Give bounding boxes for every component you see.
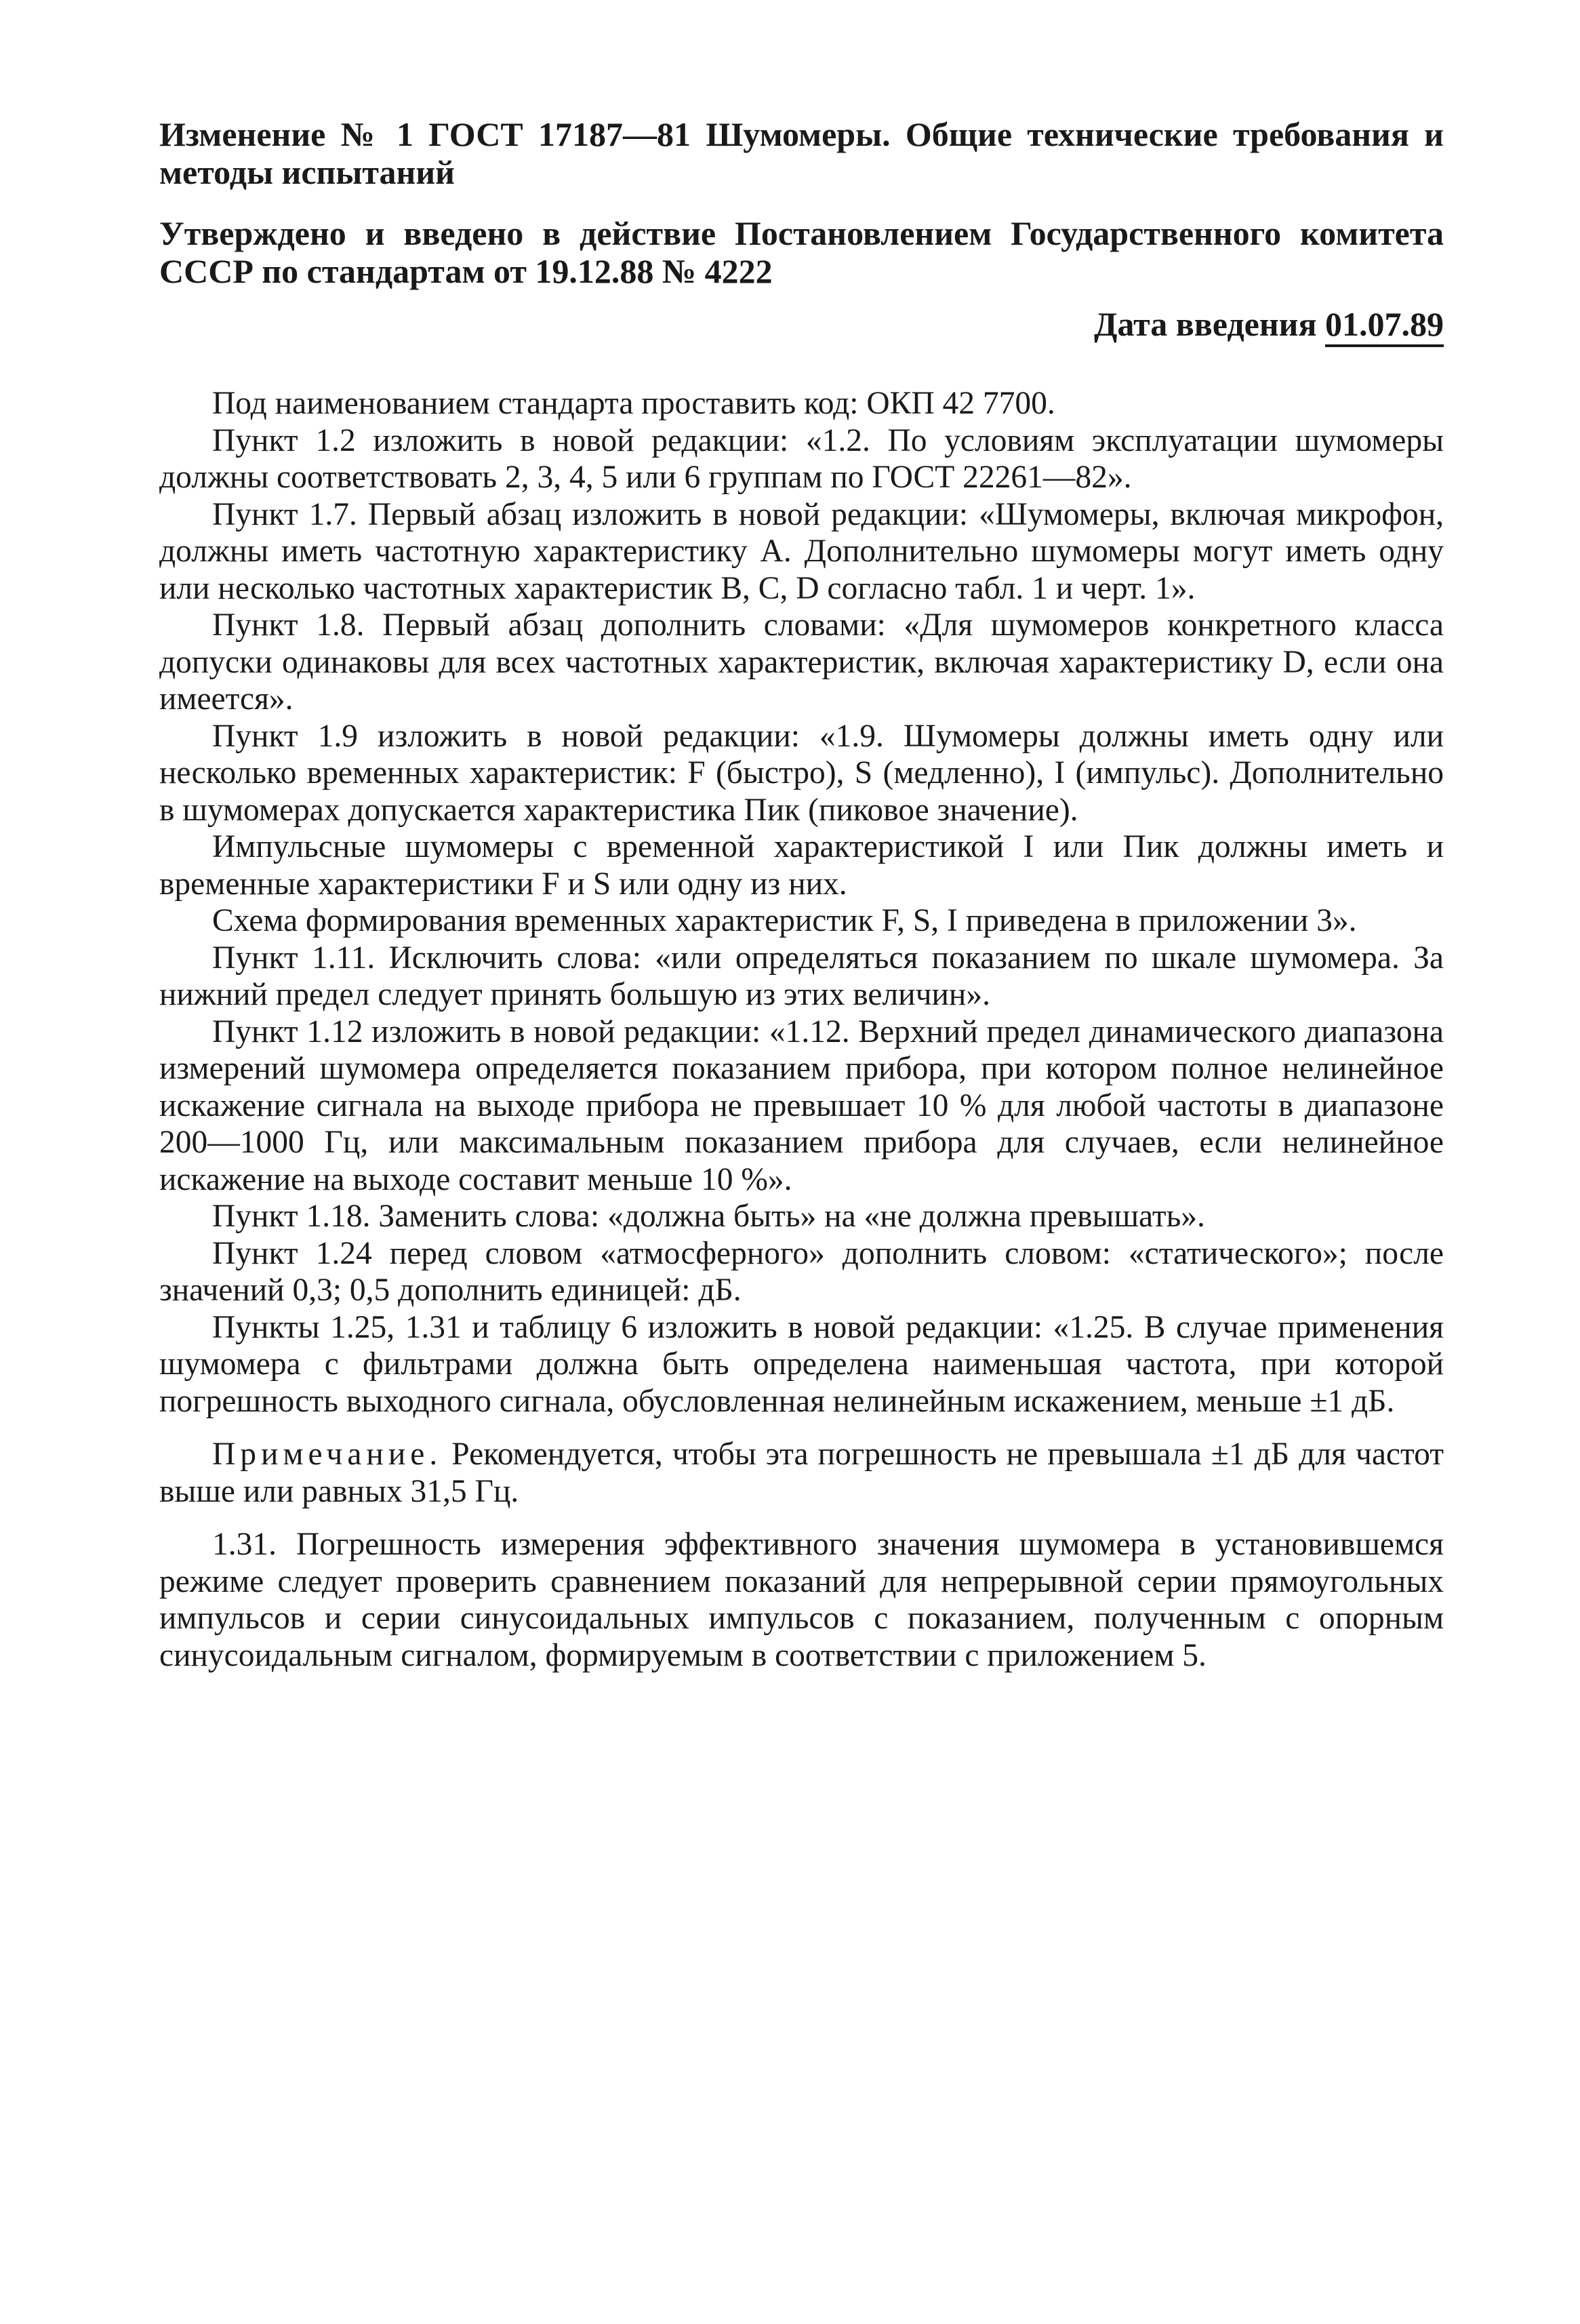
- paragraph-items-1-25-1-31: Пункты 1.25, 1.31 и таблицу 6 изложить в новой редакции: «1.25. В случае применения шумомера с фильтрами должна быть определена наименьшая частота, при которой погрешность выходного сигнала, обусловленная нелинейным искажением, меньше ±1 дБ.: [159, 1309, 1444, 1419]
- paragraph-okp-code: Под наименованием стандарта проставить код: ОКП 42 7700.: [212, 386, 1055, 421]
- paragraph-time-scheme: Схема формирования временных характеристик F, S, I приведена в приложении 3».: [212, 903, 1357, 938]
- paragraph-item-1-24: Пункт 1.24 перед словом «атмосферного» дополнить словом: «статического»; после значений 0,3; 0,5 дополнить единицей: дБ.: [159, 1235, 1444, 1308]
- paragraph-item-1-2: Пункт 1.2 изложить в новой редакции: «1.2. По условиям эксплуатации шумомеры должны соответствовать 2, 3, 4, 5 или 6 группам по ГОСТ 22261—82».: [159, 422, 1444, 495]
- paragraph-item-1-7: Пункт 1.7. Первый абзац изложить в новой редакции: «Шумомеры, включая микрофон, должны иметь частотную характеристику А. Дополнительно шумомеры могут иметь одну или несколько частотных характеристик В, С, D согласно табл. 1 и черт. 1».: [159, 496, 1444, 606]
- document-page: [159, 115, 1444, 1674]
- paragraph-item-1-8: Пункт 1.8. Первый абзац дополнить словами: «Для шумомеров конкретного класса допуски одинаковы для всех частотных характеристик, включая характеристику D, если она имеется».: [159, 607, 1444, 717]
- note-label: Примечание.: [212, 1437, 443, 1472]
- paragraph-item-1-31: 1.31. Погрешность измерения эффективного значения шумомера в установившемся режиме следует проверить сравнением показаний для непрерывной серии прямоугольных импульсов и серии синусоидальных импульсов с показанием, полученным с опорным синусоидальным сигналом, формируемым в соответствии с приложением 5.: [159, 1527, 1444, 1673]
- note-text: Рекомендуется, чтобы эта погрешность не превышала ±1 дБ для частот выше или равных 31,5 Гц.: [159, 1437, 1444, 1509]
- paragraph-item-1-18: Пункт 1.18. Заменить слова: «должна быть» на «не должна превышать».: [212, 1199, 1205, 1234]
- paragraph-impulse-meters: Импульсные шумомеры с временной характеристикой I или Пик должны иметь и временные характеристики F и S или одну из них.: [159, 829, 1444, 902]
- intro-date-label: Дата введения: [1094, 305, 1317, 343]
- paragraph-item-1-12: Пункт 1.12 изложить в новой редакции: «1.12. Верхний предел динамического диапазона измерений шумомера определяется показанием прибора, при котором полное нелинейное искажение сигнала на выходе прибора не превышает 10 % для любой частоты в диапазоне 200—1000 Гц, или максимальным показанием прибора для случаев, если нелинейное искажение на выходе составит меньше 10 %».: [159, 1014, 1444, 1197]
- document-title: Изменение № 1 ГОСТ 17187—81 Шумомеры. Общие технические требования и методы испытаний: [159, 115, 1444, 191]
- amendment-body: [159, 385, 1444, 1674]
- paragraph-item-1-11: Пункт 1.11. Исключить слова: «или определяться показанием по шкале шумомера. За нижний предел следует принять большую из этих величин».: [159, 940, 1444, 1012]
- intro-date-value: 01.07.89: [1325, 305, 1444, 347]
- note-paragraph: [159, 1436, 1444, 1510]
- approval-statement: Утверждено и введено в действие Постановлением Государственного комитета СССР по стандартам от 19.12.88 № 4222: [159, 214, 1444, 290]
- paragraph-item-1-9: Пункт 1.9 изложить в новой редакции: «1.9. Шумомеры должны иметь одну или несколько временных характеристик: F (быстро), S (медленно), I (импульс). Дополнительно в шумомерах допускается характеристика Пик (пиковое значение).: [159, 718, 1444, 828]
- introduction-date: [159, 305, 1444, 343]
